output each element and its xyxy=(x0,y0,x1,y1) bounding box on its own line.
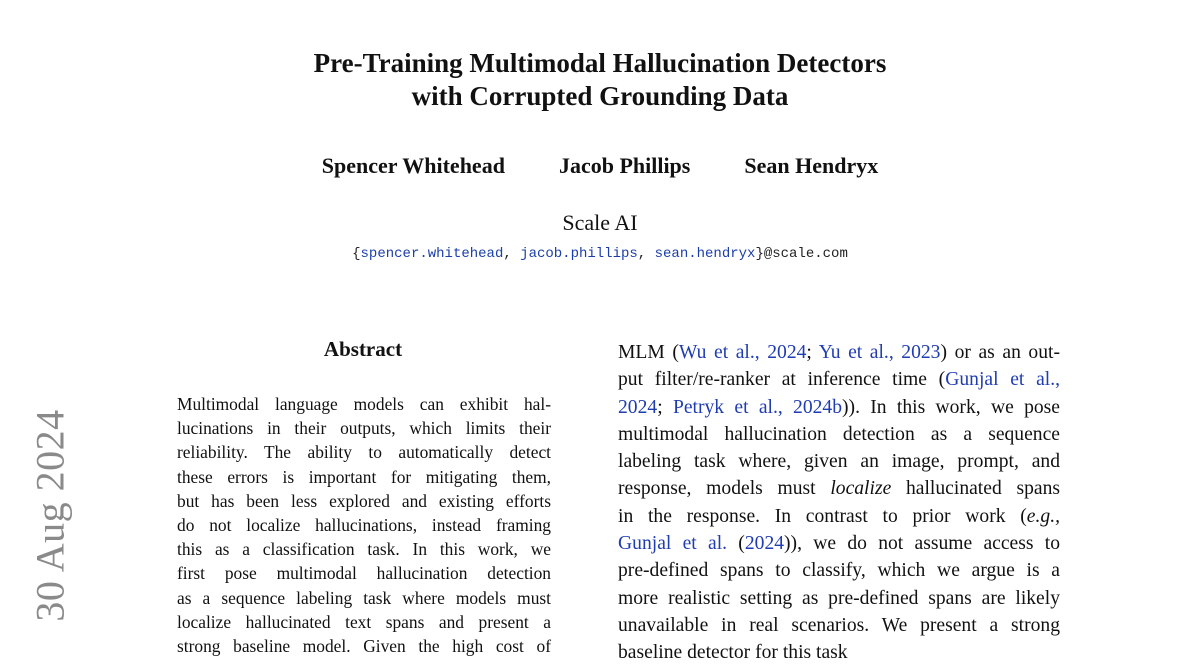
citation-link[interactable]: 2024 xyxy=(744,533,785,555)
abstract-line: reliability. The ability to automatically detect xyxy=(177,442,551,463)
email-link[interactable]: sean.hendryx xyxy=(654,246,756,262)
intro-line: labeling task where, given an image, prompt, and xyxy=(618,451,1060,473)
paper-title xyxy=(0,47,1200,113)
intro-line: more realistic setting as pre-defined spans are likely xyxy=(618,587,1060,609)
intro-text: )). In this work, we pose xyxy=(842,396,1060,418)
citation-link[interactable]: Petryk et al., 2024b xyxy=(672,396,843,418)
author-name: Spencer Whitehead xyxy=(321,153,505,178)
abstract-body xyxy=(177,392,551,658)
abstract-line: strong baseline model. Given the high cost of xyxy=(177,636,551,657)
author-name: Sean Hendryx xyxy=(744,153,879,178)
intro-line: multimodal hallucination detection as a sequence xyxy=(618,423,1060,445)
author-list xyxy=(0,153,1200,179)
title-line-2: with Corrupted Grounding Data xyxy=(411,81,789,111)
author-emails xyxy=(0,246,1200,262)
intro-text: ) or as an out- xyxy=(940,342,1060,363)
email-separator: , xyxy=(637,246,655,262)
emphasis-text: e.g., xyxy=(1026,505,1060,527)
intro-text: )), we do not assume access to xyxy=(784,533,1060,555)
abstract-line: this as a classification task. In this work, we xyxy=(177,539,551,560)
intro-text: ; xyxy=(657,396,673,418)
citation-link[interactable]: Gunjal et al., xyxy=(945,369,1061,391)
abstract-line: these errors is important for mitigating them, xyxy=(177,466,551,487)
citation-link[interactable]: Gunjal et al. xyxy=(618,533,728,555)
intro-text: MLM ( xyxy=(618,342,679,363)
intro-line xyxy=(618,503,1060,530)
intro-text: hallucinated spans xyxy=(891,478,1061,500)
abstract-line: as a sequence labeling task where models must xyxy=(177,587,551,608)
intro-text: ( xyxy=(727,533,745,555)
intro-line: unavailable in real scenarios. We present a strong xyxy=(618,614,1060,636)
email-link[interactable]: spencer.whitehead xyxy=(360,246,504,262)
intro-text: ; xyxy=(806,342,819,363)
author-name: Jacob Phillips xyxy=(558,153,691,178)
abstract-line: but has been less explored and existing efforts xyxy=(177,490,551,511)
email-link[interactable]: jacob.phillips xyxy=(520,246,638,262)
intro-line xyxy=(618,366,1060,393)
citation-link[interactable]: Yu et al., 2023 xyxy=(818,342,941,363)
intro-line xyxy=(618,475,1060,502)
abstract-line: Multimodal language models can exhibit hal- xyxy=(177,394,551,414)
arxiv-date-text: 30 Aug 2024 xyxy=(27,408,73,622)
intro-line xyxy=(618,530,1060,557)
abstract-line: localize hallucinated text spans and present a xyxy=(177,611,551,632)
intro-column xyxy=(618,339,1060,667)
intro-line xyxy=(618,394,1060,421)
title-line-1: Pre-Training Multimodal Hallucination Detectors xyxy=(313,48,887,78)
email-domain: }@scale.com xyxy=(755,246,848,262)
email-separator: , xyxy=(503,246,521,262)
arxiv-date-stamp xyxy=(20,405,80,625)
intro-text: put filter/re-ranker at inference time ( xyxy=(618,369,946,391)
intro-line: baseline detector for this task xyxy=(618,642,848,664)
citation-link[interactable]: 2024 xyxy=(618,396,658,418)
intro-line: pre-defined spans to classify, which we argue is a xyxy=(618,560,1060,582)
email-brace-open: { xyxy=(352,246,361,262)
intro-text: in the response. In contrast to prior work ( xyxy=(618,505,1027,527)
abstract-line: first pose multimodal hallucination detection xyxy=(177,563,551,584)
intro-text: response, models must xyxy=(618,478,831,500)
intro-line xyxy=(618,339,1060,366)
affiliation: Scale AI xyxy=(562,210,638,235)
abstract-line: lucinations in their outputs, which limits their xyxy=(177,418,551,439)
citation-link[interactable]: Wu et al., 2024 xyxy=(678,342,807,363)
abstract-line: do not localize hallucinations, instead framing xyxy=(177,515,551,536)
emphasis-text: localize xyxy=(830,478,892,500)
abstract-heading: Abstract xyxy=(323,337,403,361)
